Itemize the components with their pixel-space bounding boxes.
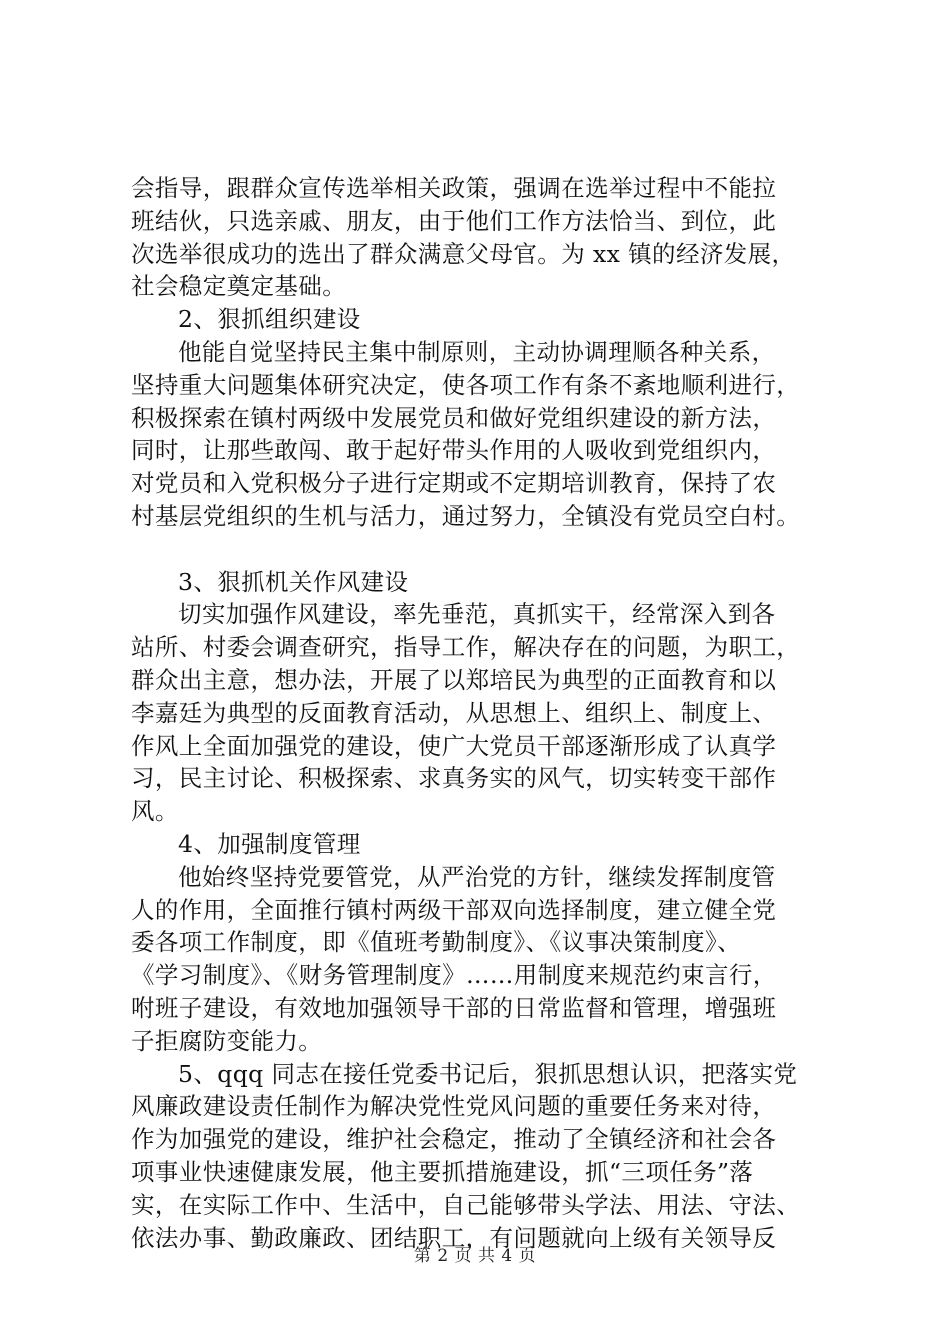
paragraph-line: 对党员和入党积极分子进行定期或不定期培训教育，保持了农 [131, 469, 777, 498]
paragraph-line: 切实加强作风建设，率先垂范，真抓实干，经常深入到各 [178, 600, 776, 629]
paragraph-line: 委各项工作制度，即《值班考勤制度》、《议事决策制度》、 [131, 928, 742, 957]
paragraph-line: 人的作用，全面推行镇村两级干部双向选择制度，建立健全党 [131, 895, 777, 924]
paragraph-line: 作为加强党的建设，维护社会稳定，推动了全镇经济和社会各 [131, 1125, 777, 1154]
paragraph-gap [131, 533, 843, 566]
paragraph-line: 他始终坚持党要管党，从严治党的方针，继续发挥制度管 [178, 862, 776, 891]
paragraph-line: 《学习制度》、《财务管理制度》……用制度来规范约束言行， [131, 961, 777, 990]
paragraph-line: 依法办事、勤政廉政、团结职工，有问题就向上级有关领导反 [131, 1223, 777, 1252]
section-heading: 5、qqq 同志在接任党委书记后，狠抓思想认识，把落实党 [178, 1059, 798, 1088]
paragraph-line: 他能自觉坚持民主集中制原则，主动协调理顺各种关系， [178, 337, 776, 366]
paragraph-line: 习，民主讨论、积极探索、求真务实的风气，切实转变干部作 [131, 764, 777, 793]
paragraph-line: 实，在实际工作中、生活中，自己能够带头学法、用法、守法、 [131, 1190, 801, 1219]
paragraph-line: 作风上全面加强党的建设，使广大党员干部逐渐形成了认真学 [131, 731, 777, 760]
paragraph-line: 同时，让那些敢闯、敢于起好带头作用的人吸收到党组织内， [131, 436, 777, 465]
paragraph-line: 班结伙，只选亲戚、朋友，由于他们工作方法恰当、到位，此 [131, 206, 777, 235]
paragraph-line: 次选举很成功的选出了群众满意父母官。为 xx 镇的经济发展， [131, 239, 796, 268]
paragraph-line: 风廉政建设责任制作为解决党性党风问题的重要任务来对待， [131, 1092, 777, 1121]
paragraph-line: 会指导，跟群众宣传选举相关政策，强调在选举过程中不能拉 [131, 174, 777, 202]
section-heading: 4、加强制度管理 [178, 829, 361, 858]
paragraph-line: 风。 [131, 797, 179, 826]
paragraph-line: 积极探索在镇村两级中发展党员和做好党组织建设的新方法， [131, 403, 777, 432]
paragraph-line: 子拒腐防变能力。 [131, 1026, 323, 1055]
paragraph-line: 站所、村委会调查研究，指导工作，解决存在的问题，为职工， [131, 633, 801, 662]
paragraph-line: 李嘉廷为典型的反面教育活动，从思想上、组织上、制度上、 [131, 698, 777, 727]
paragraph-line: 咐班子建设，有效地加强领导干部的日常监督和管理，增强班 [131, 993, 777, 1022]
section-heading: 2、狠抓组织建设 [178, 305, 361, 334]
paragraph-line: 坚持重大问题集体研究决定，使各项工作有条不紊地顺利进行， [131, 370, 801, 399]
paragraph-line: 项事业快速健康发展，他主要抓措施建设，抓“三项任务”落 [131, 1157, 754, 1186]
document-body [131, 172, 843, 1254]
paragraph-line: 社会稳定奠定基础。 [131, 272, 347, 301]
page-number-footer: 第 2 页 共 4 页 [413, 1246, 537, 1266]
section-heading: 3、狠抓机关作风建设 [178, 567, 409, 596]
paragraph-line: 群众出主意，想办法，开展了以郑培民为典型的正面教育和以 [131, 665, 777, 694]
paragraph-line: 村基层党组织的生机与活力，通过努力，全镇没有党员空白村。 [131, 501, 801, 530]
